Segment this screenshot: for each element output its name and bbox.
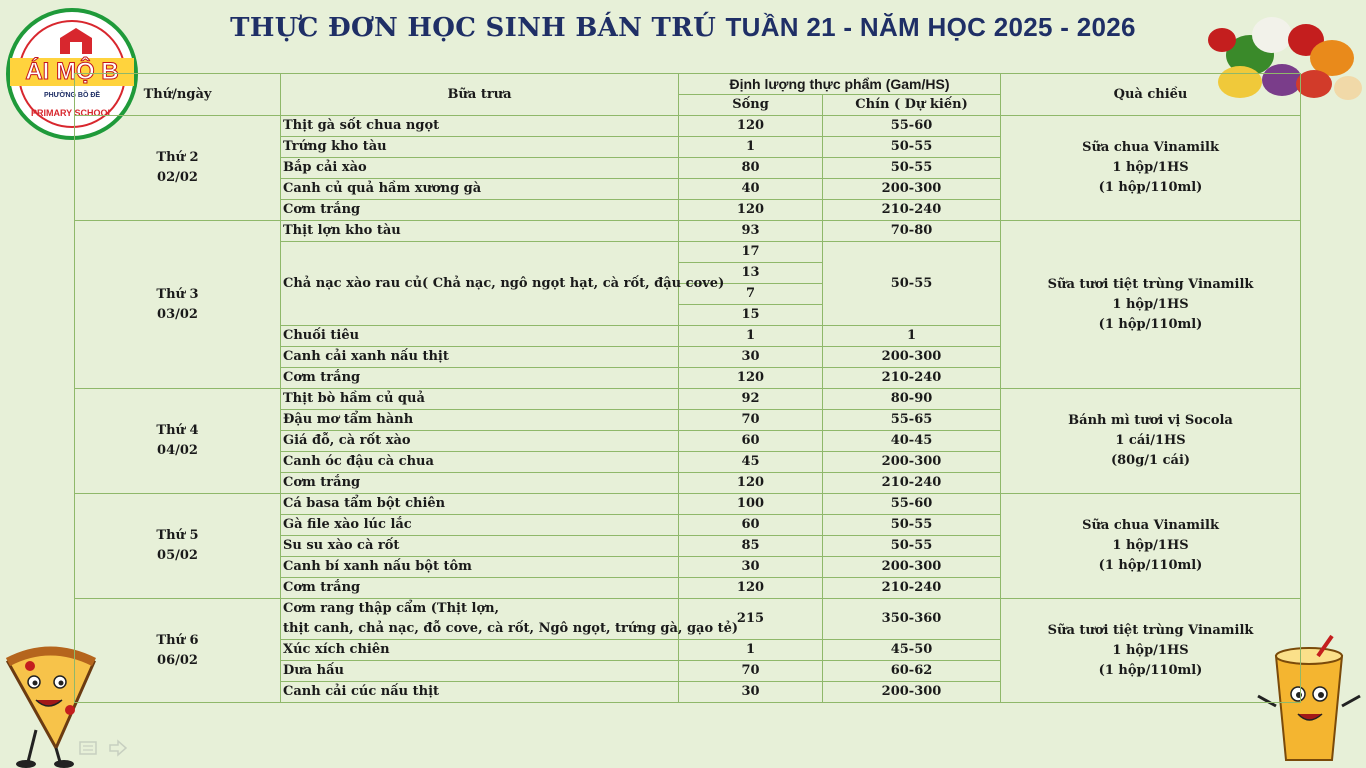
dish-name: Cơm trắng (281, 200, 679, 221)
dish-name-line1: Cơm rang thập cẩm (Thịt lợn, (283, 601, 500, 616)
snack-volume: (1 hộp/110ml) (1098, 316, 1203, 332)
dish-raw: 30 (679, 557, 823, 578)
table-row (75, 494, 1301, 515)
snack-item: Sữa chua Vinamilk (1082, 140, 1219, 155)
snack-item: Sữa chua Vinamilk (1082, 518, 1219, 533)
snack-cell (1001, 389, 1301, 494)
table-row (75, 221, 1301, 242)
dish-name: Chả nạc xào rau củ( Chả nạc, ngô ngọt hạt, cà rốt, đậu cove) (281, 242, 679, 326)
table-header-row (75, 74, 1301, 95)
header-lunch: Bữa trưa (281, 74, 679, 116)
day-name: Thứ 4 (156, 423, 199, 438)
dish-cooked: 200-300 (823, 179, 1001, 200)
day-date: 02/02 (157, 170, 198, 185)
snack-portion: 1 hộp/1HS (1112, 538, 1189, 553)
dish-raw: 45 (679, 452, 823, 473)
gate-icon (56, 26, 96, 56)
dish-name (281, 599, 739, 640)
dish-name: Thịt gà sốt chua ngọt (281, 116, 679, 137)
header-raw: Sống (679, 95, 823, 116)
dish-name: Đậu mơ tẩm hành (281, 410, 679, 431)
snack-volume: (80g/1 cái) (1110, 453, 1191, 468)
dish-cooked: 210-240 (823, 200, 1001, 221)
dish-name-line2: thịt canh, chả nạc, đỗ cove, cà rốt, Ngô ngọt, trứng gà, gạo tẻ) (283, 621, 739, 636)
dish-cooked: 45-50 (823, 640, 1001, 661)
table-row (75, 389, 1301, 410)
day-cell (75, 494, 281, 599)
snack-volume: (1 hộp/110ml) (1098, 180, 1203, 195)
dish-name: Canh bí xanh nấu bột tôm (281, 557, 679, 578)
dish-cooked: 70-80 (823, 221, 1001, 242)
dish-raw: 30 (679, 682, 823, 703)
day-cell (75, 221, 281, 389)
day-cell (75, 599, 281, 703)
snack-item: Sữa tươi tiệt trùng Vinamilk (1047, 622, 1254, 638)
logo-ward: PHƯỜNG BỒ ĐỀ (43, 92, 101, 99)
next-slide-icon[interactable] (110, 741, 126, 755)
dish-name: Canh óc đậu cà chua (281, 452, 679, 473)
day-date: 04/02 (157, 443, 198, 458)
dish-cooked: 40-45 (823, 431, 1001, 452)
snack-portion: 1 hộp/1HS (1112, 160, 1189, 175)
dish-raw: 92 (679, 389, 823, 410)
dish-name: Cơm trắng (281, 578, 679, 599)
day-date: 05/02 (157, 548, 198, 563)
dish-raw: 120 (679, 473, 823, 494)
dish-cooked: 200-300 (823, 452, 1001, 473)
dish-cooked: 200-300 (823, 557, 1001, 578)
dish-raw: 30 (679, 347, 823, 368)
snack-portion: 1 hộp/1HS (1112, 296, 1189, 312)
header-snack: Quà chiều (1001, 74, 1301, 116)
dish-name: Chuối tiêu (281, 326, 679, 347)
dish-name: Giá đỗ, cà rốt xào (281, 431, 679, 452)
dish-name: Trứng kho tàu (281, 137, 679, 158)
dish-name: Gà file xào lúc lắc (281, 515, 679, 536)
header-day: Thứ/ngày (75, 74, 281, 116)
snack-cell (1001, 116, 1301, 221)
dish-raw: 1 (679, 640, 823, 661)
dish-raw: 100 (679, 494, 823, 515)
prev-slide-icon[interactable] (80, 742, 96, 754)
snack-item: Sữa tươi tiệt trùng Vinamilk (1047, 276, 1254, 292)
snack-volume: (1 hộp/110ml) (1098, 662, 1203, 678)
dish-name: Thịt bò hầm củ quả (281, 389, 679, 410)
dish-raw: 120 (679, 200, 823, 221)
dish-raw: 120 (679, 368, 823, 389)
dish-raw-part: 7 (679, 284, 823, 305)
logo-name: ÁI MỘ B (10, 58, 134, 86)
day-name: Thứ 3 (156, 286, 199, 302)
dish-raw: 1 (679, 326, 823, 347)
dish-cooked: 60-62 (823, 661, 1001, 682)
dish-cooked: 200-300 (823, 347, 1001, 368)
logo-school: PRIMARY SCHOOL (30, 108, 113, 118)
dish-name: Cơm trắng (281, 368, 679, 389)
snack-volume: (1 hộp/110ml) (1098, 558, 1203, 573)
dish-raw: 120 (679, 578, 823, 599)
dish-cooked: 80-90 (823, 389, 1001, 410)
dish-name: Canh củ quả hầm xương gà (281, 179, 679, 200)
dish-name: Su su xào cà rốt (281, 536, 679, 557)
table-row (75, 116, 1301, 137)
dish-name: Cá basa tẩm bột chiên (281, 494, 679, 515)
dish-name: Canh cải xanh nấu thịt (281, 347, 679, 368)
table-row (75, 599, 1301, 640)
dish-raw: 1 (679, 137, 823, 158)
snack-portion: 1 hộp/1HS (1112, 642, 1189, 658)
dish-name: Bắp cải xào (281, 158, 679, 179)
snack-item: Bánh mì tươi vị Socola (1068, 413, 1233, 428)
dish-name: Cơm trắng (281, 473, 679, 494)
header-quantity: Định lượng thực phẩm (Gam/HS) (679, 74, 1001, 95)
dish-cooked: 200-300 (823, 682, 1001, 703)
dish-cooked: 50-55 (823, 242, 1001, 326)
dish-raw: 80 (679, 158, 823, 179)
slide-nav (78, 738, 130, 758)
dish-raw: 40 (679, 179, 823, 200)
dish-raw: 60 (679, 515, 823, 536)
dish-cooked: 50-55 (823, 158, 1001, 179)
dish-name: Thịt lợn kho tàu (281, 221, 679, 242)
snack-cell (1001, 494, 1301, 599)
dish-raw: 120 (679, 116, 823, 137)
day-cell (75, 389, 281, 494)
dish-cooked: 1 (823, 326, 1001, 347)
snack-cell (1001, 599, 1301, 703)
dish-cooked: 210-240 (823, 368, 1001, 389)
title-main: THỰC ĐƠN HỌC SINH BÁN TRÚ (230, 13, 717, 43)
dish-cooked: 50-55 (823, 536, 1001, 557)
day-date: 06/02 (157, 652, 198, 668)
dish-raw: 60 (679, 431, 823, 452)
snack-cell (1001, 221, 1301, 389)
dish-cooked: 55-65 (823, 410, 1001, 431)
dish-name: Xúc xích chiên (281, 640, 679, 661)
snack-portion: 1 cái/1HS (1115, 433, 1186, 448)
dish-raw-part: 15 (679, 305, 823, 326)
dish-raw: 70 (679, 410, 823, 431)
dish-cooked: 210-240 (823, 473, 1001, 494)
day-name: Thứ 5 (156, 528, 199, 543)
dish-name: Canh cải cúc nấu thịt (281, 682, 679, 703)
dish-cooked: 210-240 (823, 578, 1001, 599)
dish-raw: 70 (679, 661, 823, 682)
dish-raw-part: 13 (679, 263, 823, 284)
page-title (0, 12, 1366, 43)
dish-cooked: 50-55 (823, 515, 1001, 536)
dish-cooked: 55-60 (823, 494, 1001, 515)
dish-cooked: 350-360 (823, 599, 1001, 640)
dish-raw: 215 (679, 599, 823, 640)
day-name: Thứ 2 (156, 150, 199, 165)
menu-table (74, 73, 1301, 703)
dish-name: Dưa hấu (281, 661, 679, 682)
header-cooked: Chín ( Dự kiến) (823, 95, 1001, 116)
dish-raw-part: 17 (679, 242, 823, 263)
title-week: TUẦN 21 - NĂM HỌC 2025 - 2026 (725, 12, 1136, 42)
day-date: 03/02 (157, 306, 198, 322)
dish-raw: 93 (679, 221, 823, 242)
dish-cooked: 55-60 (823, 116, 1001, 137)
dish-raw: 85 (679, 536, 823, 557)
day-cell (75, 116, 281, 221)
day-name: Thứ 6 (156, 632, 199, 648)
dish-cooked: 50-55 (823, 137, 1001, 158)
